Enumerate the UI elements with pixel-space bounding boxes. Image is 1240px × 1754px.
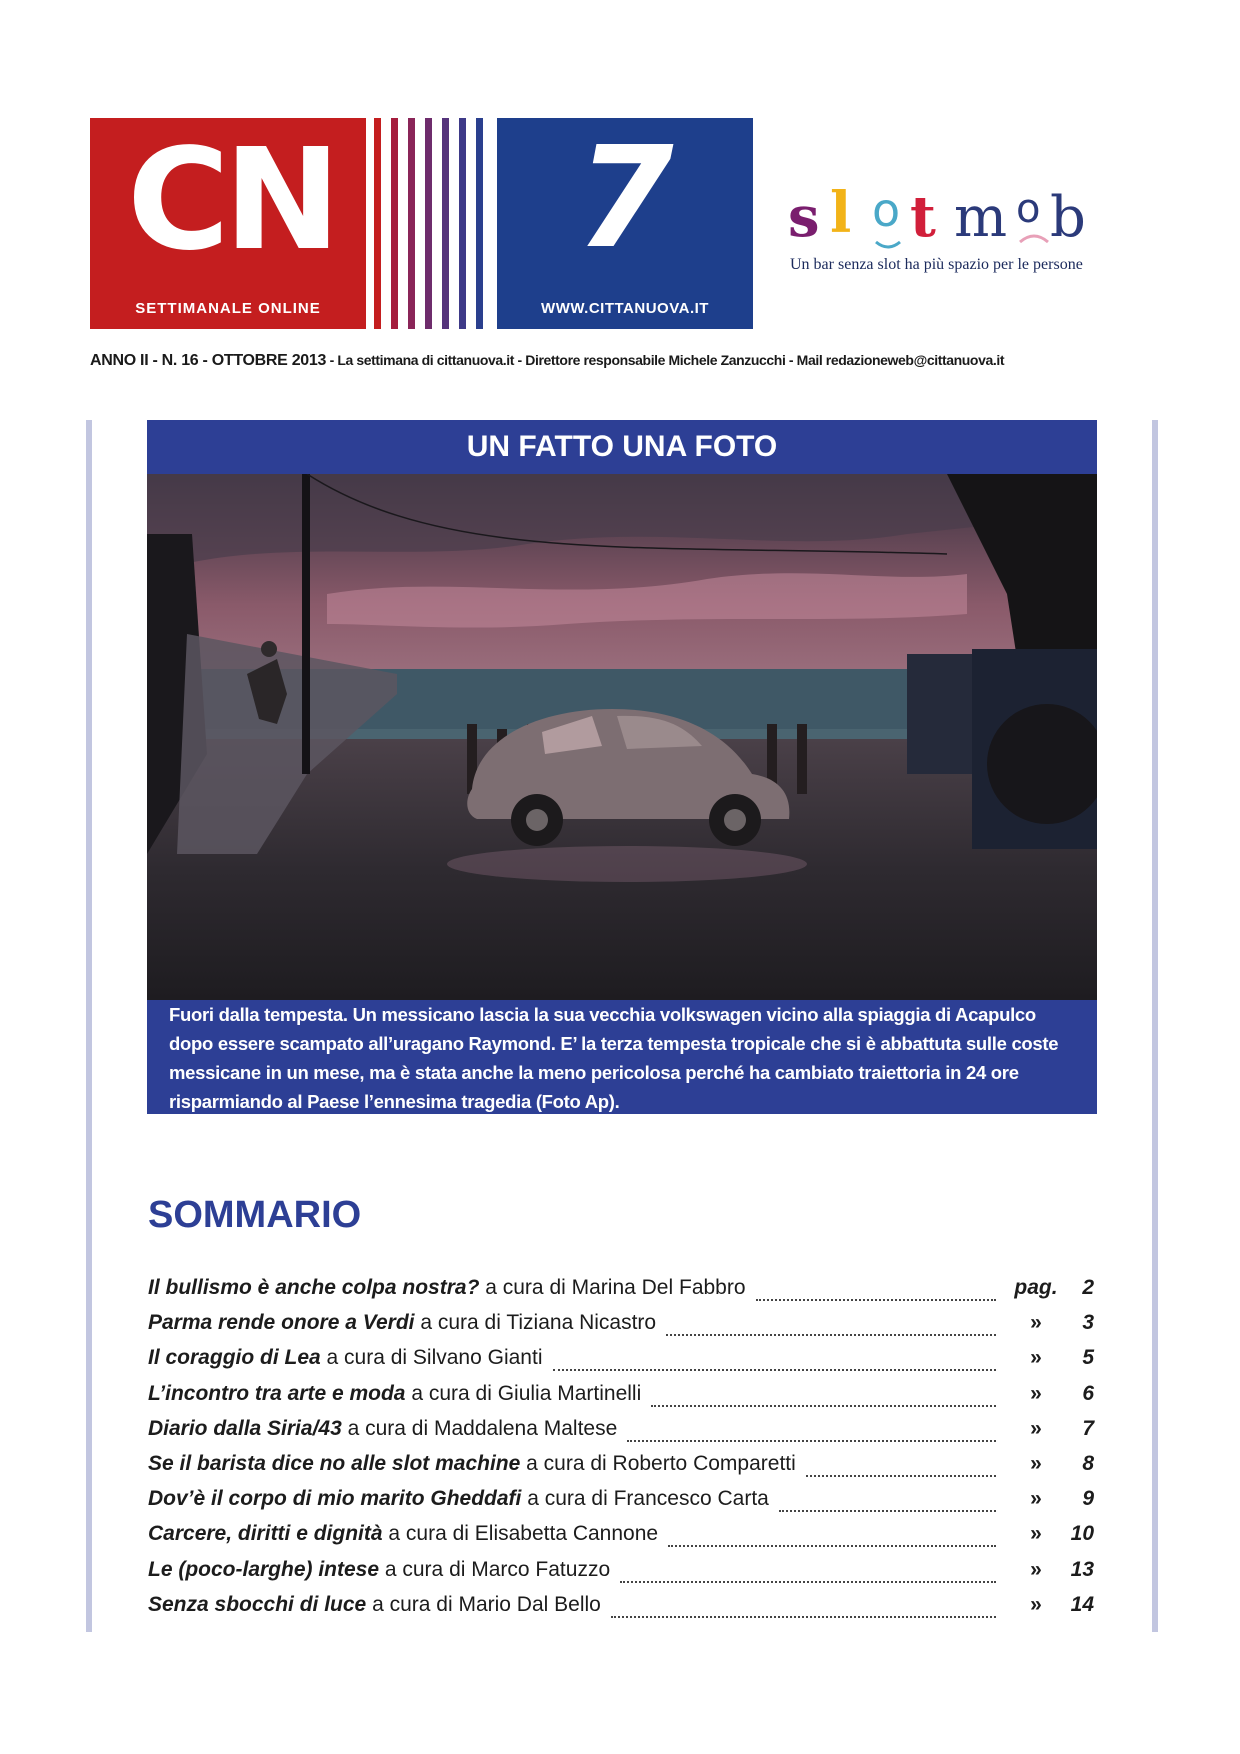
issue-number-big: 7 [576, 117, 674, 280]
toc-page-marker: » [1030, 1452, 1042, 1475]
toc-entry-title: Diario dalla Siria/43 [148, 1417, 342, 1440]
toc-entry-text [148, 1276, 746, 1300]
toc-entry-text [148, 1522, 658, 1546]
toc-leader-dots [651, 1403, 996, 1407]
toc-leader-dots [779, 1508, 996, 1512]
slotmob-letter: l [830, 180, 852, 246]
toc-entry[interactable] [148, 1593, 1094, 1627]
toc-entry-text [148, 1593, 601, 1617]
feature-header: UN FATTO UNA FOTO [147, 420, 1097, 474]
masthead-stripe [374, 118, 381, 329]
slotmob-letter: o [872, 183, 901, 237]
slotmob-tagline: Un bar senza slot ha più spazio per le persone [790, 256, 1083, 273]
toc-entry[interactable] [148, 1487, 1094, 1521]
toc-entry-title: Se il barista dice no alle slot machine [148, 1452, 521, 1475]
feature-caption [147, 1000, 1097, 1114]
caption-line: messicane in un mese, ma è stata anche la meno pericolosa perché ha cambiato traiettoria in 24 ore [169, 1062, 1019, 1083]
toc-entry[interactable] [148, 1276, 1094, 1310]
toc-leader-dots [668, 1543, 996, 1547]
toc-page-number: 3 [1082, 1311, 1094, 1334]
cn-logo-letters: CN [127, 119, 335, 282]
left-side-rule [86, 420, 92, 1632]
toc-entry[interactable] [148, 1311, 1094, 1345]
slotmob-letter: m [954, 185, 1008, 250]
toc-entry-text [148, 1382, 641, 1406]
toc-entry-title: Dov’è il corpo di mio marito Gheddafi [148, 1487, 522, 1510]
toc-page-number: 2 [1082, 1276, 1094, 1299]
masthead-stripe [476, 118, 483, 329]
toc-entry-byline: a cura di Maddalena Maltese [341, 1417, 618, 1440]
toc-entry-title: Parma rende onore a Verdi [148, 1311, 415, 1334]
masthead-stripe [408, 118, 415, 329]
slotmob-letter: s [788, 184, 820, 250]
toc-leader-dots [666, 1332, 996, 1336]
toc-entry-title: Il coraggio di Lea [148, 1346, 321, 1369]
masthead-stripe [442, 118, 449, 329]
toc-entry[interactable] [148, 1417, 1094, 1451]
toc-entry-title: Le (poco-larghe) intese [148, 1558, 380, 1581]
toc-page-marker: » [1030, 1346, 1042, 1369]
toc-entry-byline: a cura di Giulia Martinelli [405, 1382, 642, 1405]
toc-page-number: 10 [1070, 1522, 1094, 1545]
toc-entry-byline: a cura di Roberto Comparetti [520, 1452, 796, 1475]
issue-number-block [497, 118, 753, 329]
slotmob-letter: o [1016, 186, 1041, 232]
slotmob-smile [1020, 236, 1048, 242]
toc-page-number: 13 [1070, 1558, 1094, 1581]
toc-entry-text [148, 1311, 656, 1335]
toc-leader-dots [627, 1438, 996, 1442]
toc-page-marker: » [1030, 1522, 1042, 1545]
toc-leader-dots [620, 1579, 996, 1583]
caption-line: Fuori dalla tempesta. Un messicano lascia la sua vecchia volkswagen vicino alla spiaggia di Acapulco [169, 1004, 1036, 1025]
toc-page-marker: » [1030, 1417, 1042, 1440]
toc-page-marker: » [1030, 1382, 1042, 1405]
issue-info-line [90, 352, 1190, 370]
website-url: WWW.CITTANUOVA.IT [541, 300, 709, 317]
toc-page-number: 9 [1082, 1487, 1094, 1510]
toc-page-marker: » [1030, 1311, 1042, 1334]
toc-entry-title: Il bullismo è anche colpa nostra? [148, 1276, 480, 1299]
toc-entry-text [148, 1558, 610, 1582]
toc-page-number: 14 [1070, 1593, 1094, 1616]
right-side-rule [1152, 420, 1158, 1632]
toc-entry-text [148, 1346, 543, 1370]
toc-page-number: 7 [1082, 1417, 1094, 1440]
cn-logo [90, 118, 366, 329]
slotmob-letter: b [1050, 185, 1086, 250]
toc-entry[interactable] [148, 1346, 1094, 1380]
toc-entry-byline: a cura di Mario Dal Bello [366, 1593, 601, 1616]
toc-entry-byline: a cura di Tiziana Nicastro [414, 1311, 657, 1334]
toc-entry-title: L’incontro tra arte e moda [148, 1382, 406, 1405]
slotmob-letter: t [910, 184, 936, 250]
toc-page-number: 6 [1082, 1382, 1094, 1405]
toc-page-marker: » [1030, 1487, 1042, 1510]
toc-entry-title: Senza sbocchi di luce [148, 1593, 367, 1616]
toc-entry[interactable] [148, 1452, 1094, 1486]
toc-entry-text [148, 1487, 769, 1511]
toc-entry-text [148, 1452, 796, 1476]
issue-info-rest: - La settimana di cittanuova.it - Direttore responsabile Michele Zanzucchi - Mail redazioneweb@cittanuova.it [326, 352, 1005, 368]
toc-page-marker: » [1030, 1593, 1042, 1616]
toc-entry[interactable] [148, 1382, 1094, 1416]
toc-entry-byline: a cura di Silvano Gianti [320, 1346, 543, 1369]
masthead-stripe [425, 118, 432, 329]
toc-entry-byline: a cura di Marina Del Fabbro [479, 1276, 746, 1299]
toc-entry-byline: a cura di Elisabetta Cannone [382, 1522, 659, 1545]
masthead-stripe [391, 118, 398, 329]
toc-entry-byline: a cura di Francesco Carta [521, 1487, 769, 1510]
toc-page-marker: » [1030, 1558, 1042, 1581]
slotmob-smile [876, 242, 900, 247]
toc-entry[interactable] [148, 1522, 1094, 1556]
toc-leader-dots [553, 1367, 996, 1371]
feature-photo [147, 474, 1097, 1000]
sommario-title: SOMMARIO [148, 1194, 362, 1236]
toc-leader-dots [756, 1297, 996, 1301]
toc-entry[interactable] [148, 1558, 1094, 1592]
toc-entry-text [148, 1417, 617, 1441]
slotmob-logo [788, 170, 1138, 270]
toc-entry-byline: a cura di Marco Fatuzzo [379, 1558, 611, 1581]
cn-logo-subtitle: SETTIMANALE ONLINE [135, 300, 321, 317]
issue-info-lead: ANNO II - N. 16 - OTTOBRE 2013 [90, 352, 327, 369]
masthead-stripes [370, 118, 494, 329]
masthead-stripe [459, 118, 466, 329]
toc-leader-dots [611, 1614, 996, 1618]
caption-line: dopo essere scampato all’uragano Raymond. E’ la terza tempesta tropicale che si è abbattuta sulle coste [169, 1033, 1059, 1054]
toc-leader-dots [806, 1473, 996, 1477]
toc-page-number: 5 [1082, 1346, 1094, 1369]
toc-page-marker: pag. [1014, 1276, 1058, 1299]
toc-entry-title: Carcere, diritti e dignità [148, 1522, 383, 1545]
caption-line: risparmiando al Paese l’ennesima tragedia (Foto Ap). [169, 1091, 620, 1112]
toc-page-number: 8 [1082, 1452, 1094, 1475]
